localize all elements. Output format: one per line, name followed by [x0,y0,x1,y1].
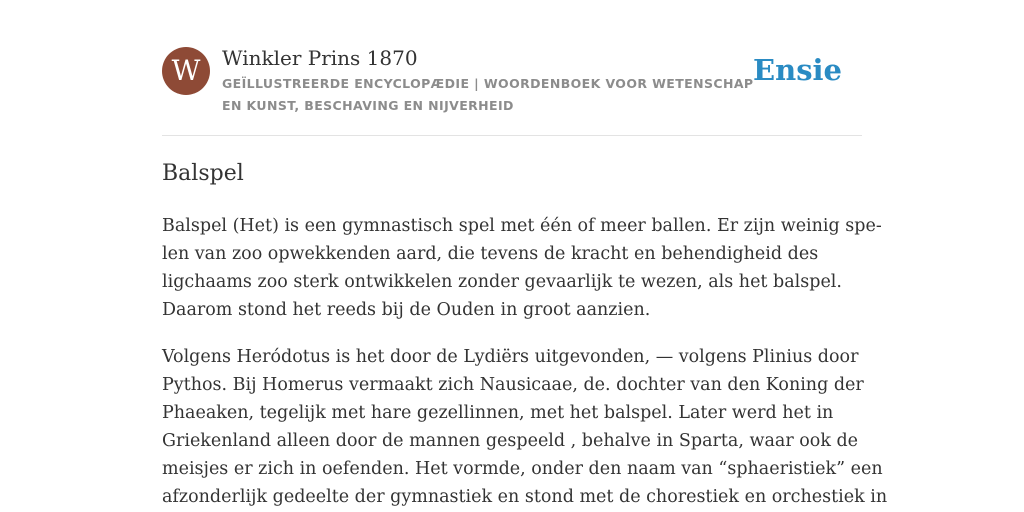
source-title[interactable]: Winkler Prins 1870 [222,46,418,70]
entry-title: Balspel [162,161,244,186]
text-line: Volgens Heródotus is het door de Lydiërs uitgevonden, — volgens Plinius door [162,347,859,367]
text-line: Daarom stond het reeds bij de Ouden in groot aanzien. [162,300,651,320]
source-subtitle: GEÏLLUSTREERDE ENCYCLOPÆDIE | WOORDENBOEK VOOR WETENSCHAP EN KUNST, BESCHAVING EN NIJVERHEID [222,76,754,113]
entry-body [162,212,888,512]
paragraph [162,212,882,324]
text-line: ligchaams zoo sterk ontwikkelen zonder gevaarlijk te wezen, als het balspel. [162,272,842,292]
header-divider [162,135,862,136]
paragraph [162,343,888,511]
text-line: Pythos. Bij Homerus vermaakt zich Nausicaae, de. dochter van den Koning der [162,375,864,395]
text-line: Phaeaken, tegelijk met hare gezellinnen, met het balspel. Later werd het in [162,403,834,423]
text-line: afzonderlijk gedeelte der gymnastiek en stond met de chorestiek en orchestiek in [162,487,888,507]
text-line: Griekenland alleen door de mannen gespeeld , behalve in Sparta, waar ook de [162,431,859,451]
ensie-logo[interactable]: Ensie [753,53,842,87]
text-line: Balspel (Het) is een gymnastisch spel met één of meer ballen. Er zijn weinig spe- [162,216,882,236]
text-line: len van zoo opwekkenden aard, die tevens de kracht en behendigheid des [162,244,819,264]
source-header [162,46,862,116]
text-line: meisjes er zich in oefenden. Het vormde, onder den naam van “sphaeristiek” een [162,459,883,479]
source-avatar[interactable]: W [162,47,210,95]
